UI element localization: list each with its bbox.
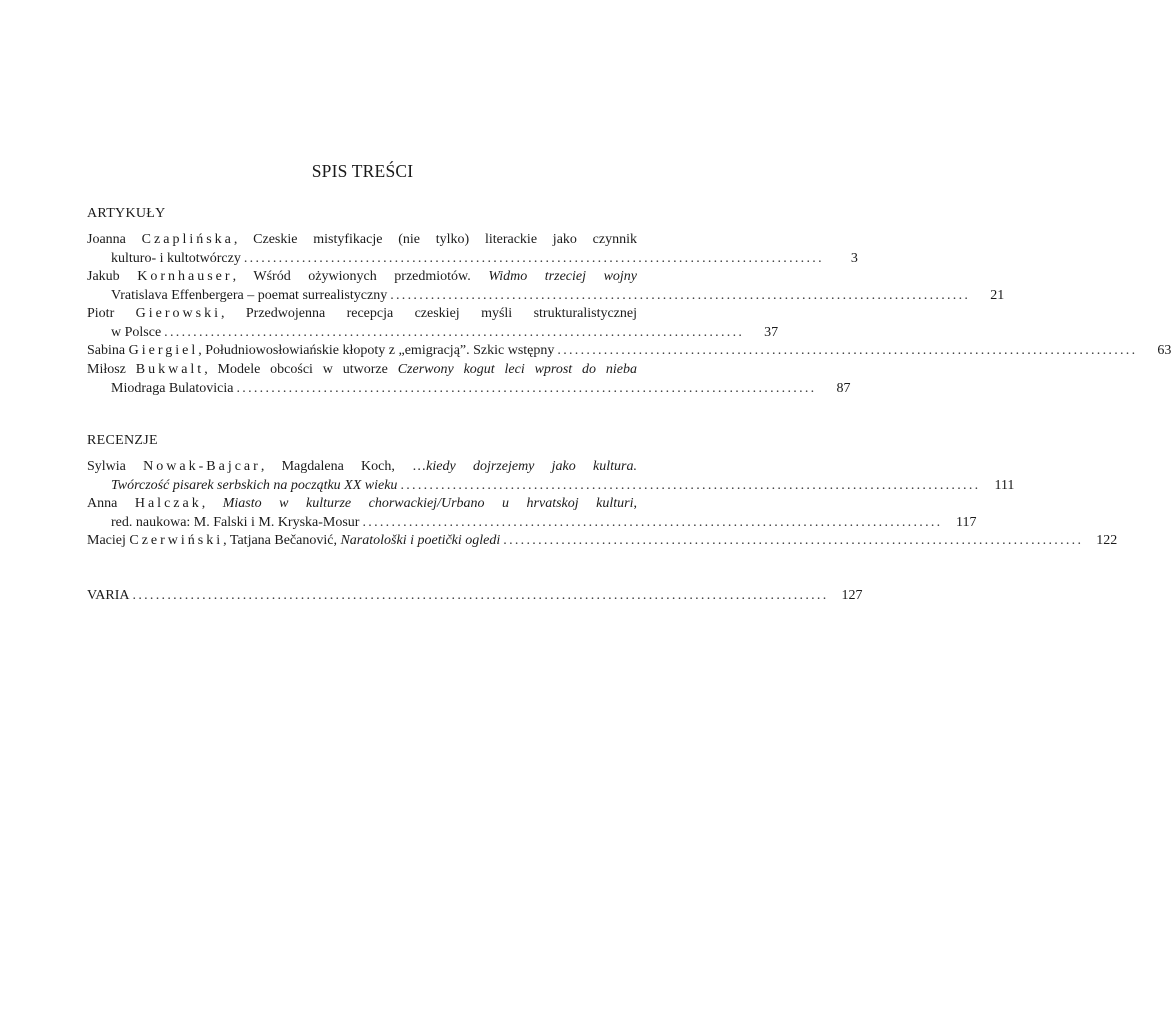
entry-title-italic: Czerwony kogut leci wprost do nieba: [397, 362, 638, 377]
page-number: 111: [994, 478, 1015, 493]
author-surname: Kornhauser: [137, 269, 233, 284]
page-number: 21: [990, 288, 1005, 303]
author-surname: Bukwalt: [135, 362, 205, 377]
varia-label: VARIA: [87, 588, 130, 603]
author-first-name: Sabina: [87, 343, 126, 358]
toc-entry-halczak-line2: [111, 513, 977, 533]
author-surname: Giergiel: [128, 343, 199, 358]
page-number: 37: [764, 325, 779, 340]
page-title: SPIS TREŚCI: [311, 161, 414, 181]
entry-title-italic: Miasto w kulturze chorwackiej/Urbano u hrvatskoj kulturi: [222, 496, 634, 511]
author-surname: Czerwiński: [129, 533, 224, 548]
toc-entry-bukwalt-line2: [111, 379, 851, 399]
entry-title-punctuation: ,: [633, 496, 638, 511]
page-number: 63: [1157, 343, 1171, 358]
toc-entry-bukwalt-line1: [87, 360, 637, 380]
section-heading-articles: ARTYKUŁY: [87, 206, 166, 221]
author-first-name: Piotr: [87, 306, 115, 321]
entry-title-continued: Miodraga Bulatovicia: [111, 381, 234, 396]
author-first-name: Miłosz: [87, 362, 126, 377]
toc-entry-gierowski-line2: [111, 323, 779, 343]
entry-title-continued: Vratislava Effenbergera – poemat surrealistyczny: [111, 288, 388, 303]
entry-title-continued: red. naukowa: M. Falski i M. Kryska-Mosur: [111, 515, 360, 530]
toc-entry-kornhauser-line2: [111, 286, 1005, 306]
leader-dots: ....................................................................................................: [557, 343, 1138, 358]
page-number: 122: [1096, 533, 1118, 548]
author-first-name: Anna: [87, 496, 118, 511]
author-surname: Halczak: [134, 496, 202, 511]
author-surname: Nowak-Bajcar: [143, 459, 261, 474]
toc-entry-czaplinska-line1: [87, 230, 637, 250]
leader-dots: ....................................................................................................: [390, 288, 971, 303]
author-surname: Czaplińska: [141, 232, 234, 247]
author-first-name: Maciej: [87, 533, 126, 548]
toc-entry-czaplinska-line2: [111, 249, 858, 269]
entry-title: ,: [201, 496, 206, 511]
toc-entry-kornhauser-line1: [87, 267, 637, 287]
entry-title-italic: Naratološki i poetički ogledi: [340, 533, 501, 548]
entry-title: , Przedwojenna recepcja czeskiej myśli strukturalistycznej: [220, 306, 637, 321]
page-number: 3: [850, 251, 858, 266]
toc-entry-varia: [87, 586, 863, 606]
entry-title: , Magdalena Koch, …: [260, 459, 427, 474]
entry-title-italic: Widmo trzeciej wojny: [488, 269, 638, 284]
leader-dots: ....................................................................................................: [243, 251, 824, 266]
entry-title-continued: w Polsce: [111, 325, 162, 340]
entry-title: , Południowosłowiańskie kłopoty z „emigracją”. Szkic wstępny: [198, 343, 555, 358]
toc-entry-czerwinski: [87, 531, 1118, 551]
section-heading-reviews: RECENZJE: [87, 433, 158, 448]
leader-dots: ....................................................................................................: [503, 533, 1084, 548]
author-first-name: Sylwia: [87, 459, 126, 474]
entry-title: , Modele obcości w utworze: [204, 362, 388, 377]
entry-title: , Wśród ożywionych przedmiotów.: [232, 269, 471, 284]
entry-text: [87, 531, 500, 551]
entry-title-continued: kulturo- i kultotwórczy: [111, 251, 241, 266]
leader-dots: ....................................................................................................: [236, 381, 817, 396]
page-number: 127: [841, 588, 863, 603]
entry-text: [87, 341, 554, 361]
toc-entry-nowak-bajcar-line2: [111, 476, 1015, 496]
entry-title: , Czeskie mistyfikacje (nie tylko) literackie jako czynnik: [233, 232, 637, 247]
entry-title: , Tatjana Bečanović,: [223, 533, 337, 548]
leader-dots: ....................................................................................................: [400, 478, 981, 493]
author-surname: Gierowski: [135, 306, 221, 321]
author-first-name: Joanna: [87, 232, 126, 247]
author-first-name: Jakub: [87, 269, 120, 284]
leader-dots: ....................................................................................................: [362, 515, 943, 530]
page-number: 87: [836, 381, 851, 396]
entry-title-italic-continued: Twórczość pisarek serbskich na początku XX wieku: [111, 478, 398, 493]
toc-entry-nowak-bajcar-line1: [87, 457, 637, 477]
toc-entry-halczak-line1: [87, 494, 637, 514]
entry-title-italic: kiedy dojrzejemy jako kultura.: [426, 459, 637, 474]
leader-dots: ....................................................................................................: [164, 325, 745, 340]
toc-entry-giergiel: [87, 341, 1171, 361]
page-number: 117: [956, 515, 977, 530]
leader-dots: ........................................................................................................................: [132, 588, 829, 603]
toc-entry-gierowski-line1: [87, 304, 637, 324]
